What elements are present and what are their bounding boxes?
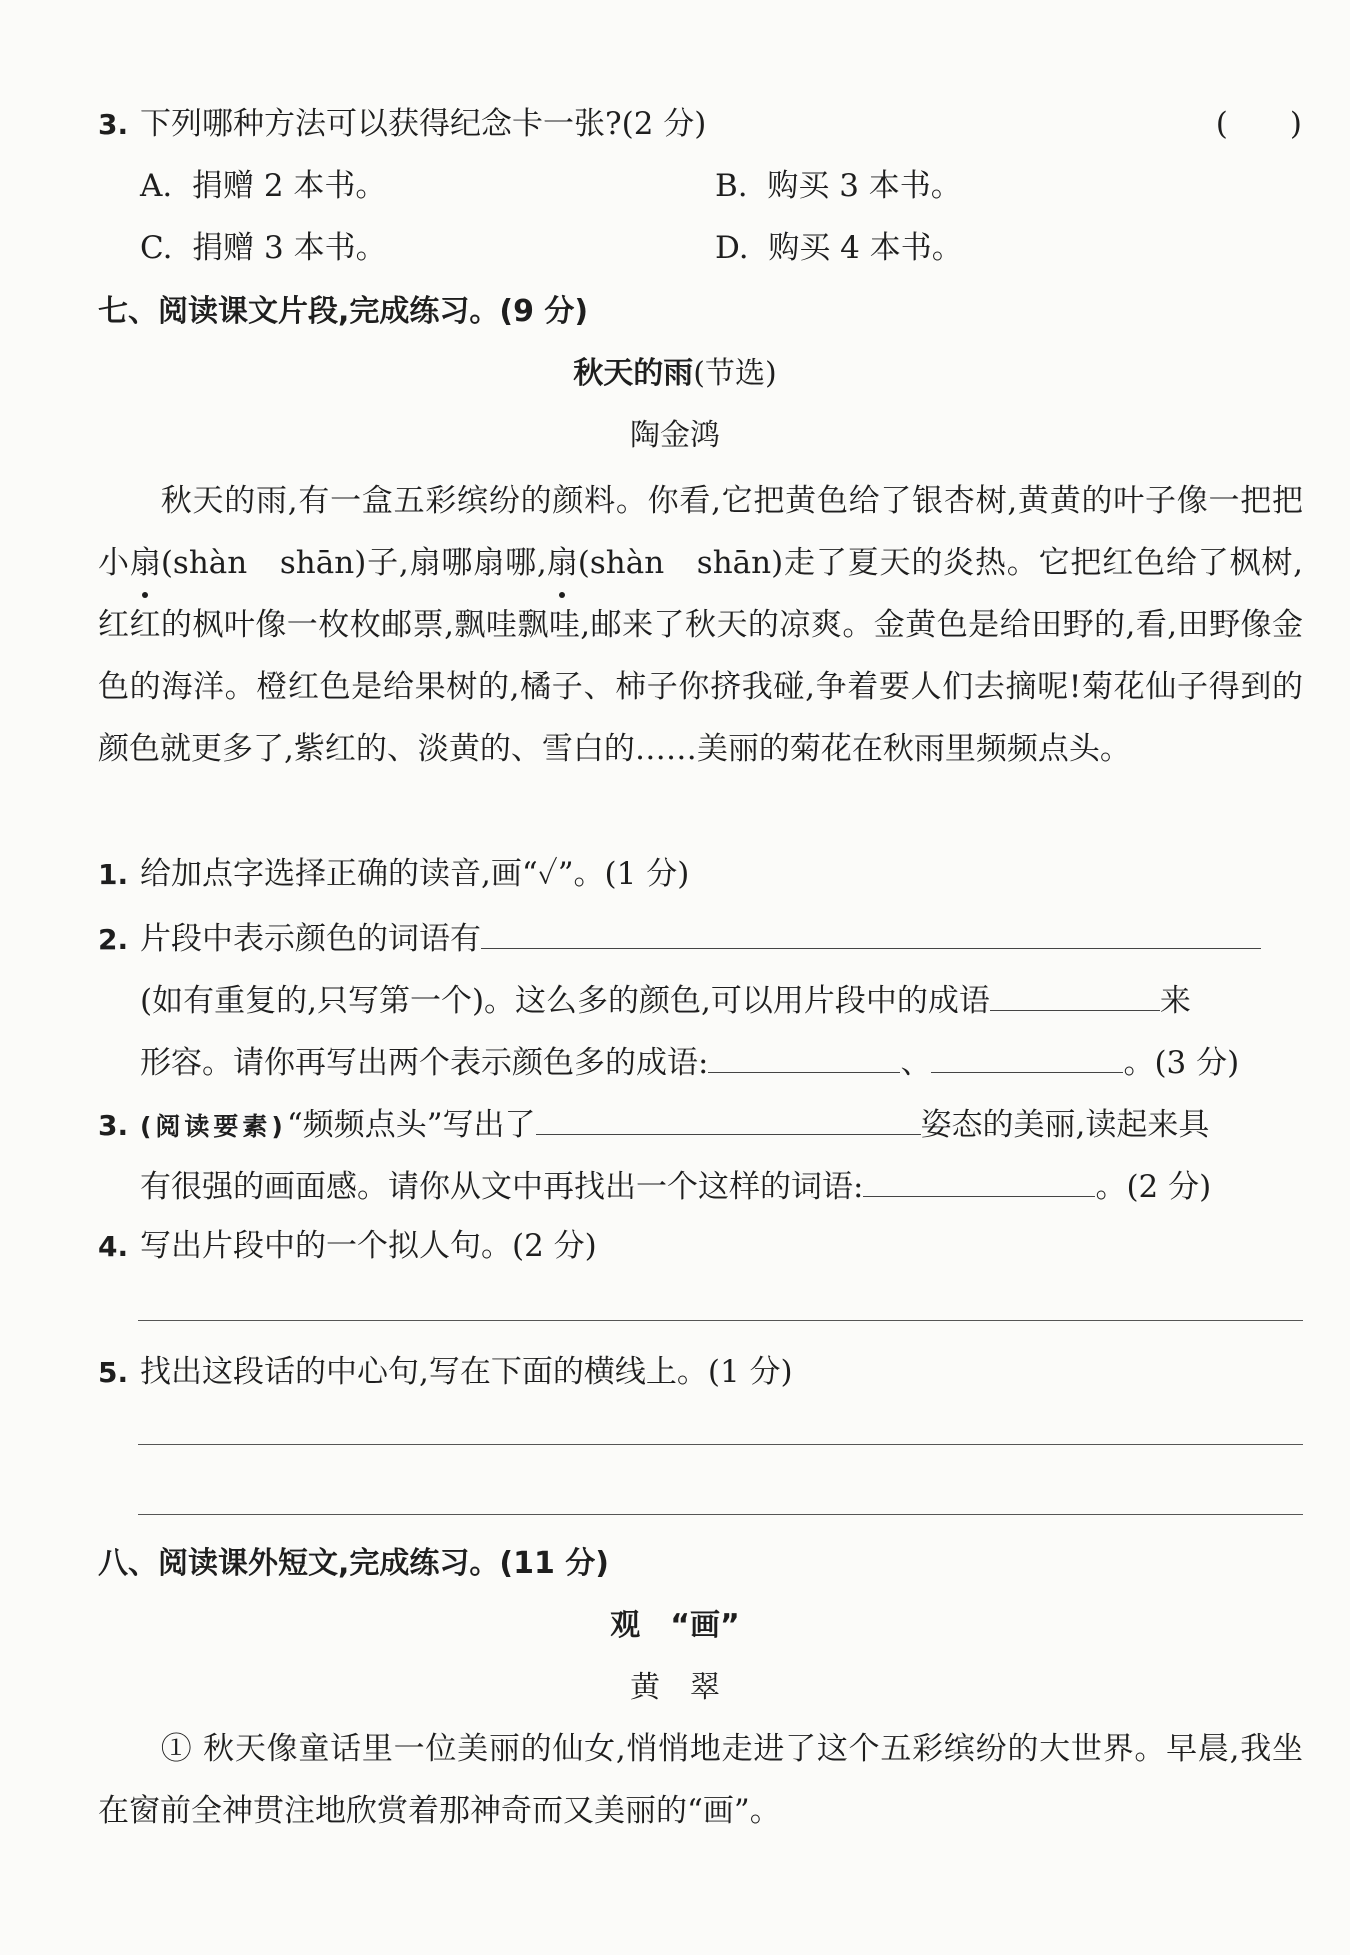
option-b[interactable] bbox=[715, 164, 962, 208]
passage-author: 陶金鸿 bbox=[630, 418, 720, 453]
option-label: A. bbox=[140, 168, 173, 204]
s7-question-2-line2 bbox=[140, 976, 1191, 1023]
answer-blank[interactable] bbox=[990, 976, 1160, 1011]
answer-blank[interactable] bbox=[708, 1038, 900, 1073]
option-label: B. bbox=[715, 168, 748, 204]
dotted-char: 扇 bbox=[547, 532, 578, 594]
question-3 bbox=[98, 102, 706, 147]
dotted-char: 扇 bbox=[130, 532, 161, 594]
question-text: 姿态的美丽,读起来具 bbox=[920, 1107, 1210, 1143]
question-text: “频频点头”写出了 bbox=[286, 1107, 536, 1143]
option-label: C. bbox=[140, 230, 173, 266]
question-number: 2. bbox=[98, 923, 129, 956]
title-note: (节选) bbox=[693, 356, 777, 391]
question-text: 形容。请你再写出两个表示颜色多的成语: bbox=[140, 1045, 709, 1081]
question-number: 3. bbox=[98, 108, 129, 141]
passage-author: 黄 翠 bbox=[630, 1670, 720, 1705]
passage-text: (shàn shān)子,扇哪扇哪, bbox=[160, 545, 547, 581]
s7-question-5 bbox=[98, 1350, 793, 1395]
option-label: D. bbox=[715, 230, 749, 266]
option-d[interactable] bbox=[715, 226, 963, 270]
passage-title: 观 “画” bbox=[610, 1608, 740, 1643]
question-number: 5. bbox=[98, 1356, 129, 1389]
question-text: 、 bbox=[900, 1045, 932, 1081]
question-text: 找出这段话的中心句,写在下面的横线上。(1 分) bbox=[140, 1354, 793, 1390]
option-text: 捐赠 3 本书。 bbox=[192, 230, 387, 266]
question-number: 1. bbox=[98, 858, 129, 891]
reading-element-tag: (阅读要素) bbox=[140, 1112, 287, 1141]
s7-question-2 bbox=[98, 914, 1261, 962]
passage-text: 秋天的雨,有一盒五彩缤纷的颜料。你看,它把黄色给了银杏树,黄黄的叶子像一把把小 bbox=[98, 483, 1303, 581]
option-text: 购买 3 本书。 bbox=[767, 168, 962, 204]
option-text: 捐赠 2 本书。 bbox=[191, 168, 387, 204]
question-text: (如有重复的,只写第一个)。这么多的颜色,可以用片段中的成语 bbox=[140, 983, 990, 1019]
question-text: 下列哪种方法可以获得纪念卡一张?(2 分) bbox=[140, 106, 707, 142]
question-text: 来 bbox=[1159, 983, 1191, 1019]
section-7-heading: 七、阅读课文片段,完成练习。(9 分) bbox=[98, 294, 589, 329]
passage-body bbox=[98, 1718, 1303, 1842]
answer-line[interactable] bbox=[138, 1514, 1303, 1515]
s7-question-3-line2 bbox=[140, 1162, 1211, 1209]
option-a[interactable] bbox=[140, 164, 386, 208]
question-text: 。(2 分) bbox=[1095, 1169, 1212, 1205]
answer-blank[interactable] bbox=[481, 914, 1261, 949]
option-text: 购买 4 本书。 bbox=[768, 230, 963, 266]
answer-line[interactable] bbox=[138, 1444, 1303, 1445]
passage-text: ① 秋天像童话里一位美丽的仙女,悄悄地走进了这个五彩缤纷的大世界。早晨,我坐在窗前全神贯注地欣赏着那神奇而又美丽的“画”。 bbox=[98, 1731, 1303, 1829]
answer-parentheses[interactable]: ( ) bbox=[1215, 106, 1302, 142]
passage-body bbox=[98, 470, 1303, 780]
s7-question-3 bbox=[98, 1100, 1209, 1149]
passage-title bbox=[0, 352, 1350, 396]
question-text: 写出片段中的一个拟人句。(2 分) bbox=[140, 1228, 597, 1264]
answer-blank[interactable] bbox=[931, 1038, 1123, 1073]
s7-question-2-line3 bbox=[140, 1038, 1239, 1085]
question-text: 给加点字选择正确的读音,画“✓”。(1 分) bbox=[140, 856, 690, 892]
answer-line[interactable] bbox=[138, 1320, 1303, 1321]
s7-question-4 bbox=[98, 1224, 597, 1269]
question-text: 片段中表示颜色的词语有 bbox=[140, 921, 481, 957]
option-c[interactable] bbox=[140, 226, 387, 270]
title-text: 秋天的雨 bbox=[573, 356, 694, 391]
question-text: 有很强的画面感。请你从文中再找出一个这样的词语: bbox=[140, 1169, 864, 1205]
question-number: 3. bbox=[98, 1109, 129, 1142]
answer-blank[interactable] bbox=[536, 1100, 921, 1135]
answer-blank[interactable] bbox=[863, 1162, 1095, 1197]
s7-question-1 bbox=[98, 852, 689, 897]
passage-text: (shàn shān)走了夏天的炎热。它把红色给了枫树,红红的枫叶像一枚枚邮票,飘哇飘哇,邮来了秋天的凉爽。金黄色是给田野的,看,田野像金色的海洋。橙红色是给果树的,橘子、柿子你挤我碰,争着要人们去摘呢!菊花仙子得到的颜色就更多了,紫红的、淡黄的、雪白的……美丽的菊花在秋雨里频频点头。 bbox=[98, 545, 1304, 767]
question-text: 。(3 分) bbox=[1123, 1045, 1240, 1081]
question-number: 4. bbox=[98, 1230, 129, 1263]
section-8-heading: 八、阅读课外短文,完成练习。(11 分) bbox=[98, 1546, 610, 1581]
